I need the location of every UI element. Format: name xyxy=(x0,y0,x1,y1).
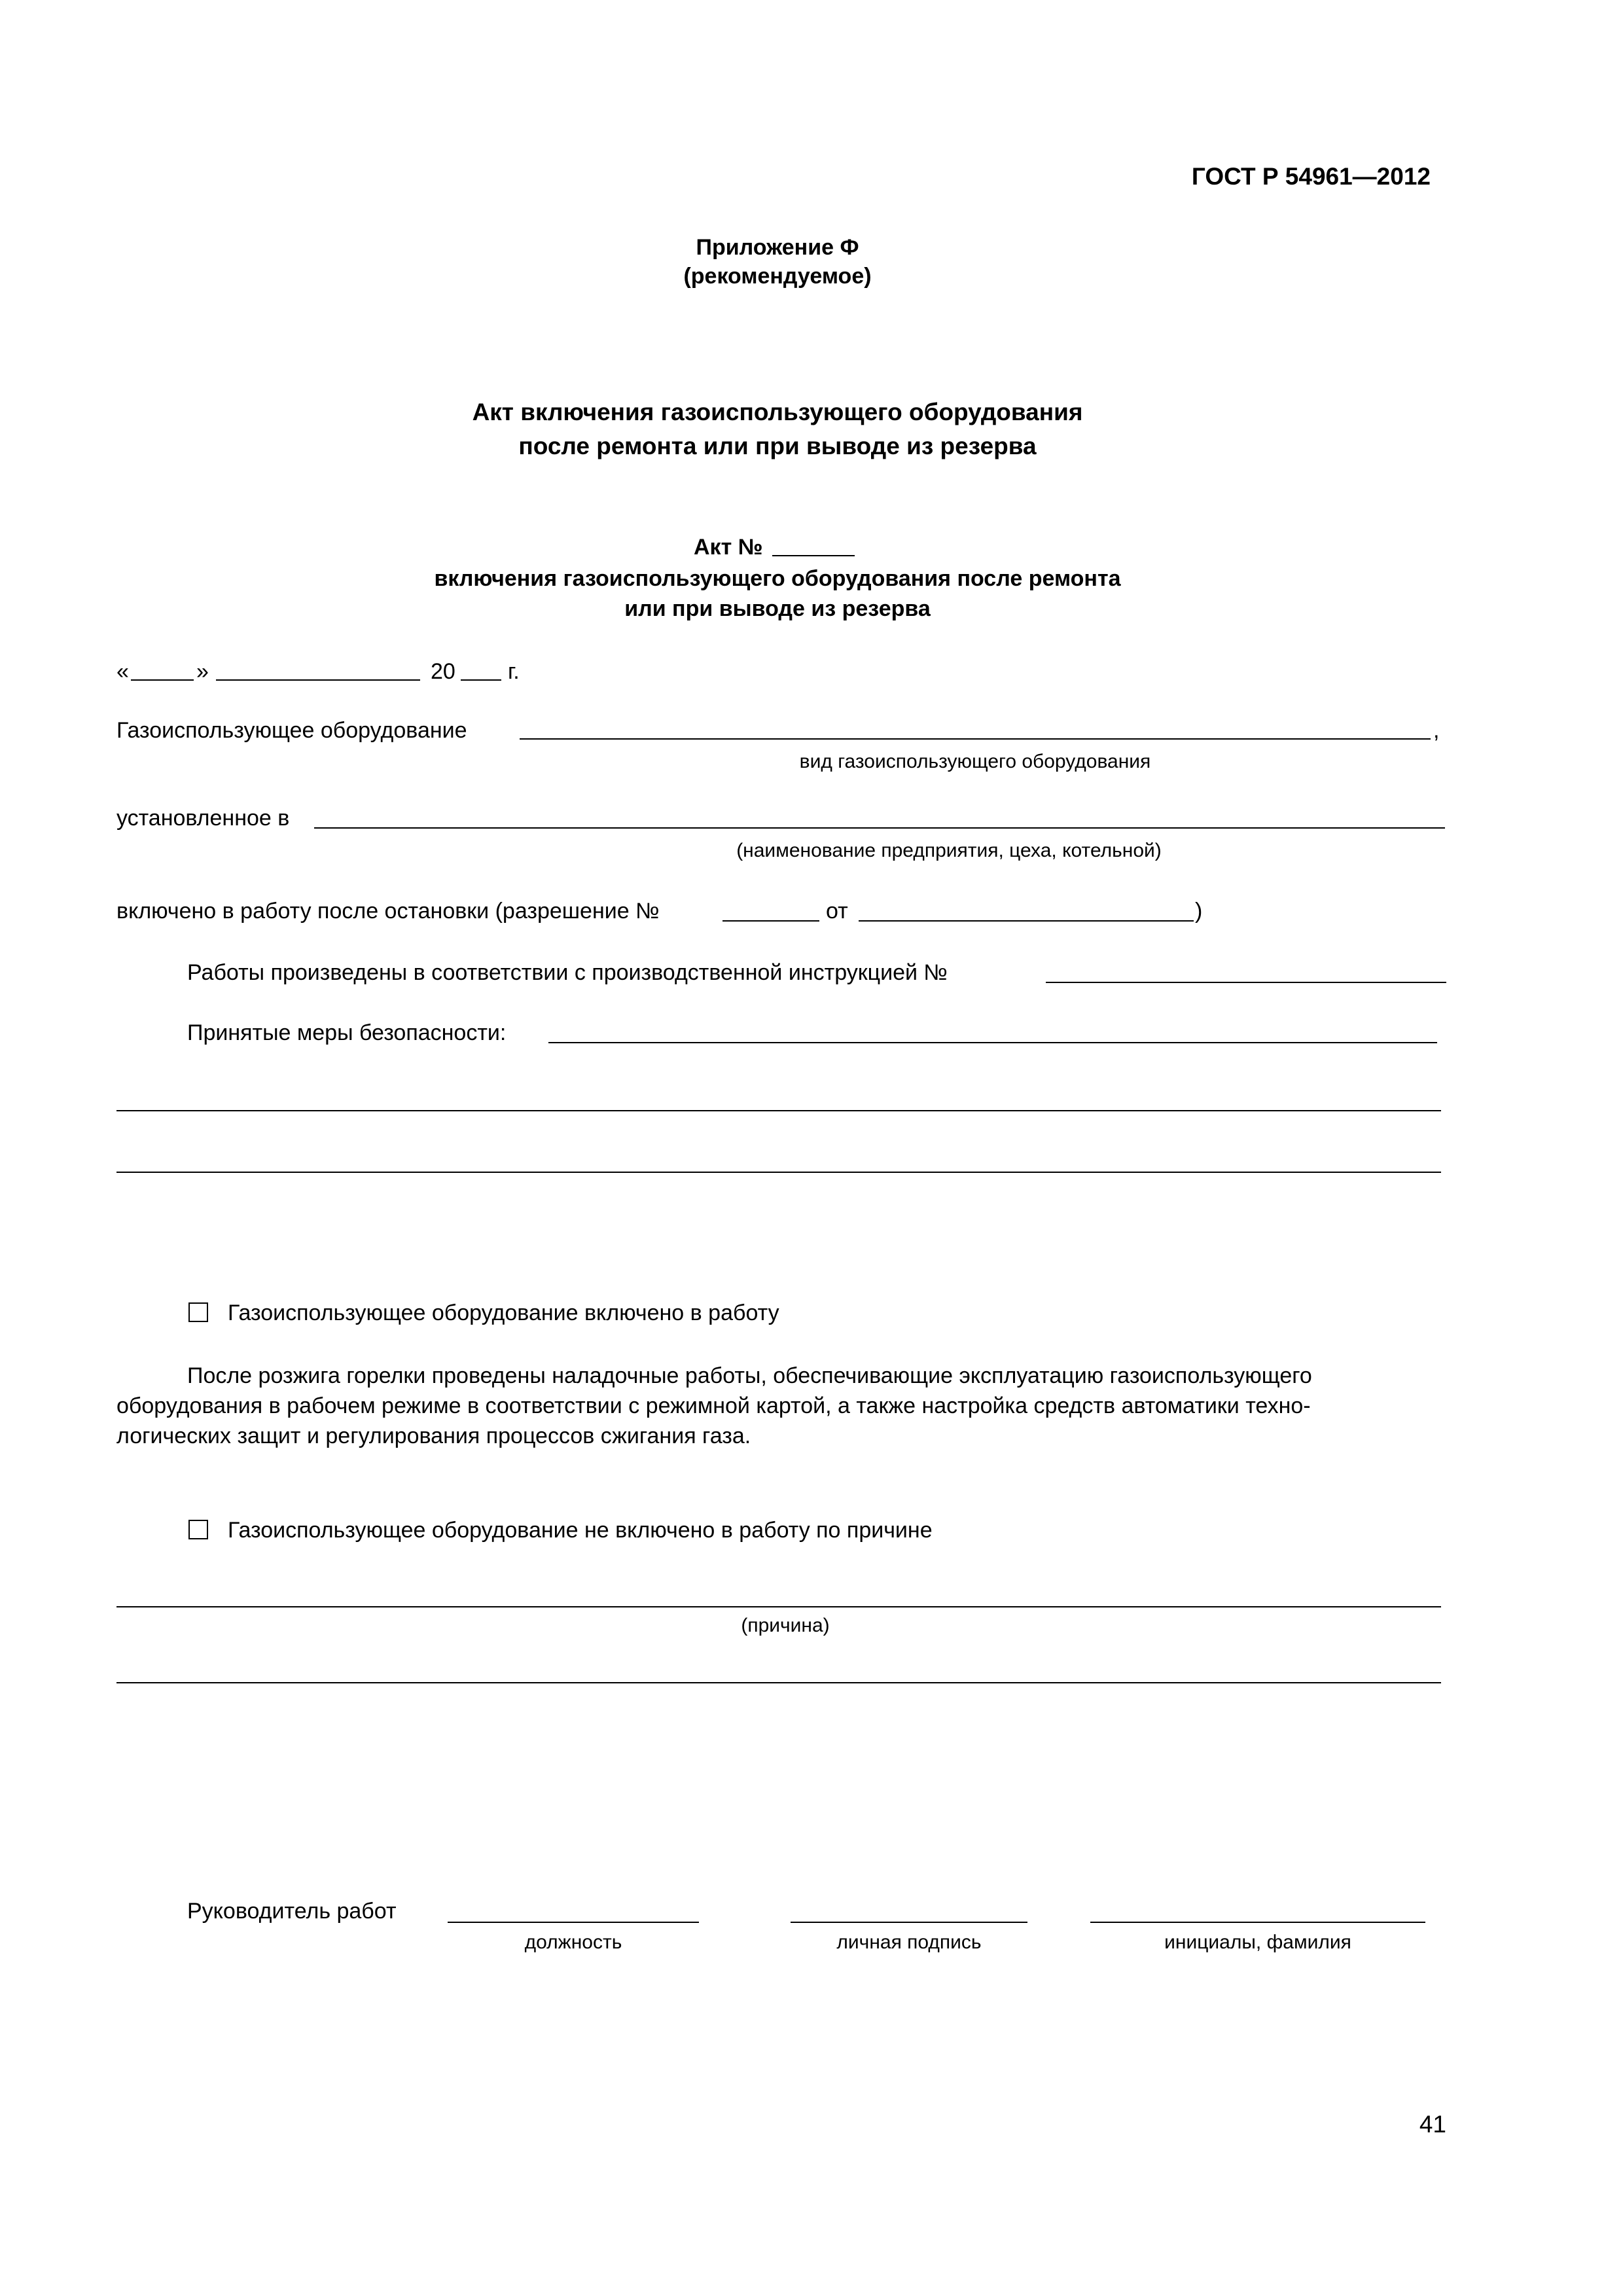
permit-date-field[interactable] xyxy=(859,920,1194,922)
act-number-label: Акт № xyxy=(694,535,763,560)
signature-role-label: Руководитель работ xyxy=(187,1899,397,1924)
equipment-caption: вид газоиспользующего оборудования xyxy=(799,751,1151,772)
date-month-field[interactable] xyxy=(216,679,420,681)
instruction-label: Работы произведены в соответствии с производственной инструкцией № xyxy=(187,960,948,985)
included-checkbox[interactable] xyxy=(188,1302,208,1322)
standard-number: ГОСТ Р 54961—2012 xyxy=(1191,163,1431,190)
main-title-line-2: после ремонта или при выводе из резерва xyxy=(518,433,1037,459)
position-field[interactable] xyxy=(448,1922,699,1923)
date-close-quote: » xyxy=(196,659,209,684)
position-caption: должность xyxy=(524,1931,622,1953)
installed-caption: (наименование предприятия, цеха, котельной) xyxy=(736,840,1162,861)
reason-field-line-2[interactable] xyxy=(116,1682,1441,1683)
installed-field[interactable] xyxy=(314,827,1445,829)
date-open-quote: « xyxy=(116,659,129,684)
main-title-line-1: Акт включения газоиспользующего оборудования xyxy=(472,399,1083,425)
equipment-comma: , xyxy=(1433,718,1440,743)
paragraph-line-1: После розжига горелки проведены наладочные работы, обеспечивающие эксплуатацию газоиспользующего xyxy=(187,1363,1312,1388)
act-subtitle-line-1: включения газоиспользующего оборудования после ремонта xyxy=(434,566,1121,591)
reason-field-line-1[interactable] xyxy=(116,1606,1441,1607)
not-included-checkbox[interactable] xyxy=(188,1520,208,1539)
date-year-field[interactable] xyxy=(461,679,501,681)
paragraph-line-3: логических защит и регулирования процессов сжигания газа. xyxy=(116,1424,751,1448)
installed-label: установленное в xyxy=(116,806,290,831)
date-year-prefix: 20 xyxy=(431,659,455,684)
permit-number-field[interactable] xyxy=(722,920,819,922)
startup-close-paren: ) xyxy=(1195,899,1203,924)
safety-field-line-2[interactable] xyxy=(116,1110,1441,1111)
equipment-label: Газоиспользующее оборудование xyxy=(116,718,467,743)
equipment-field[interactable] xyxy=(520,738,1431,740)
not-included-label: Газоиспользующее оборудование не включено в работу по причине xyxy=(228,1518,933,1543)
safety-label: Принятые меры безопасности: xyxy=(187,1020,507,1045)
appendix-title: Приложение Ф xyxy=(696,235,859,260)
startup-label: включено в работу после остановки (разрешение № xyxy=(116,899,660,924)
signature-field[interactable] xyxy=(791,1922,1027,1923)
name-field[interactable] xyxy=(1090,1922,1425,1923)
appendix-status: (рекомендуемое) xyxy=(683,264,872,289)
reason-caption: (причина) xyxy=(741,1615,830,1636)
act-number-field[interactable] xyxy=(772,555,855,556)
signature-caption: личная подпись xyxy=(836,1931,982,1953)
safety-field-line-3[interactable] xyxy=(116,1172,1441,1173)
instruction-number-field[interactable] xyxy=(1046,982,1446,983)
safety-field-line-1[interactable] xyxy=(548,1042,1437,1043)
page-number: 41 xyxy=(1419,2111,1446,2138)
date-day-field[interactable] xyxy=(131,679,194,681)
startup-from-label: от xyxy=(826,899,848,924)
included-label: Газоиспользующее оборудование включено в работу xyxy=(228,1300,779,1325)
paragraph-line-2: оборудования в рабочем режиме в соответствии с режимной картой, а также настройка средств автоматики техно- xyxy=(116,1393,1311,1418)
act-subtitle-line-2: или при выводе из резерва xyxy=(624,596,931,621)
name-caption: инициалы, фамилия xyxy=(1164,1931,1351,1953)
date-year-suffix: г. xyxy=(508,659,520,684)
